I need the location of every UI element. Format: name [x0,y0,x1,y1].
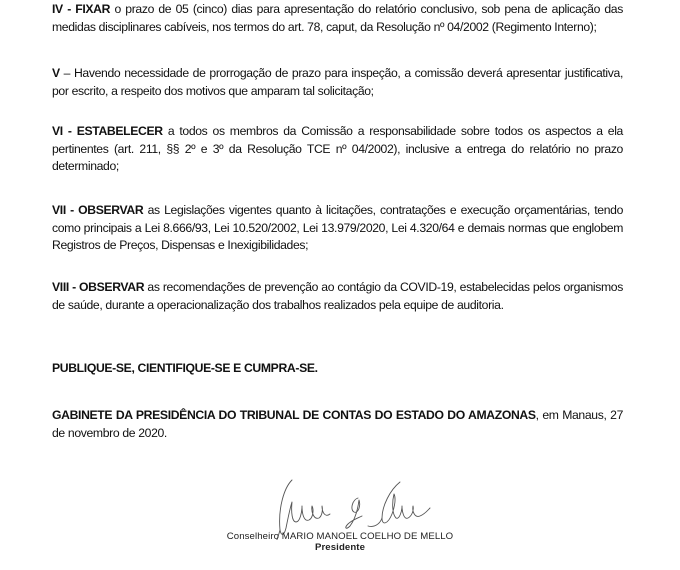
paragraph-vii [52,202,623,255]
paragraph-vii-text: as Legislações vigentes quanto à licitações, contratações e execução orçamentárias, tendo como principais a Lei 8.666/93, Lei 10.520/2002, Lei 13.979/2020, Lei 4.320/64 e demais normas que englobem Registros de Preços, Dispensas e Inexigibilidades; [52,203,623,252]
paragraph-vii-heading: VII - OBSERVAR [52,203,144,217]
paragraph-v-heading: V [52,66,60,80]
paragraph-iv [52,1,623,36]
signature-block [200,531,480,553]
closing-heading: GABINETE DA PRESIDÊNCIA DO TRIBUNAL DE CONTAS DO ESTADO DO AMAZONAS [52,408,536,422]
closing-paragraph [52,407,623,442]
paragraph-v [52,65,623,100]
paragraph-vi [52,123,623,176]
paragraph-vi-heading: VI - ESTABELECER [52,124,163,138]
paragraph-viii-text: as recomendações de prevenção ao contágio da COVID-19, estabelecidas pelos organismos de saúde, durante a operacionalização dos trabalhos realizados pela equipe de auditoria. [52,280,623,312]
paragraph-iv-text: o prazo de 05 (cinco) dias para apresentação do relatório conclusivo, sob pena de aplicação das medidas disciplinares cabíveis, nos termos do art. 78, caput, da Resolução nº 04/2002 (Regimento Interno); [52,2,623,34]
paragraph-viii-heading: VIII - OBSERVAR [52,280,145,294]
paragraph-v-text: – Havendo necessidade de prorrogação de prazo para inspeção, a comissão deverá apresentar justificativa, por escrito, a respeito dos motivos que amparam tal solicitação; [52,66,623,98]
paragraph-viii [52,279,623,314]
signatory-role: Presidente [314,542,366,553]
publication-order: PUBLIQUE-SE, CIENTIFIQUE-SE E CUMPRA-SE. [52,361,318,375]
paragraph-vi-text: a todos os membros da Comissão a responsabilidade sobre todos os aspectos a ela pertinentes (art. 211, §§ 2º e 3º da Resolução TCE nº 04/2002), inclusive a entrega do relatório no prazo determinado; [52,124,623,173]
paragraph-iv-heading: IV - FIXAR [52,2,111,16]
closing-text: , em Manaus, 27 de novembro de 2020. [52,408,623,440]
signatory-name: Conselheiro MARIO MANOEL COELHO DE MELLO [226,531,454,542]
